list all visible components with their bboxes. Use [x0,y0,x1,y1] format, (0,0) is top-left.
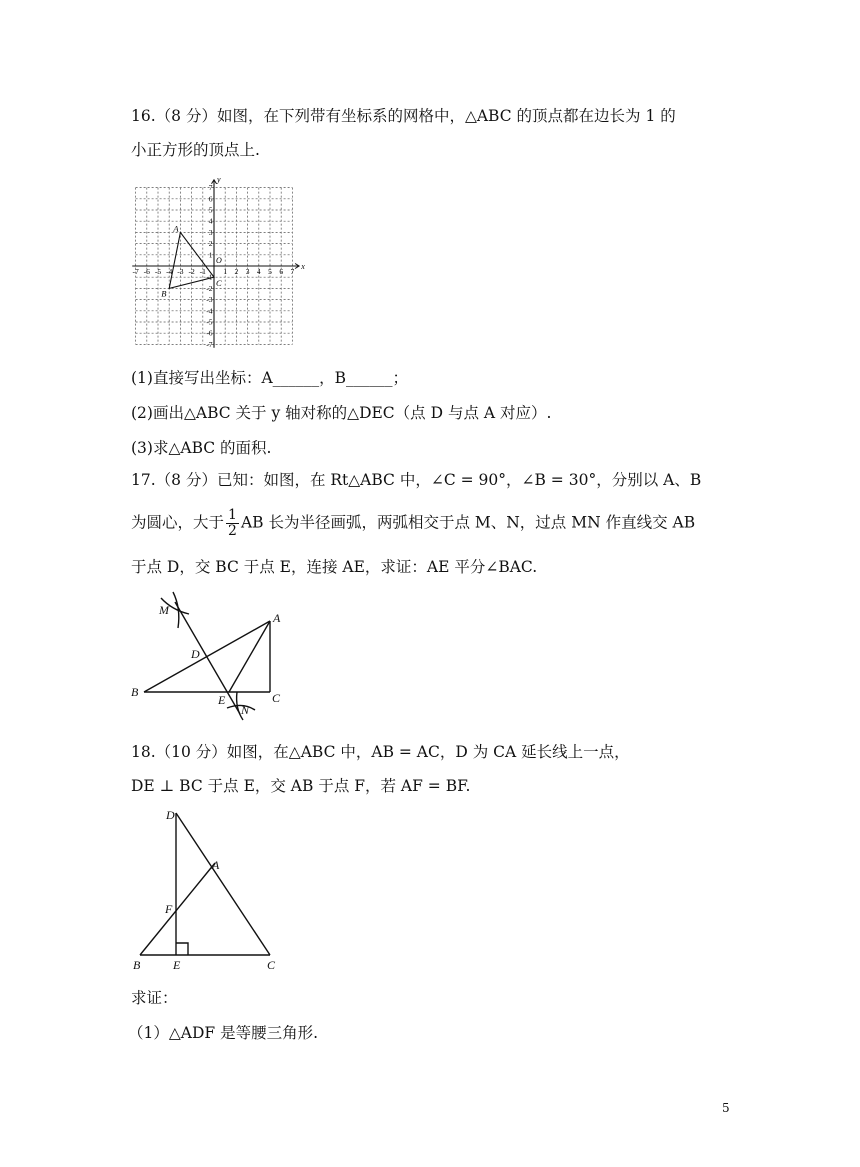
q17-line1: 17.（8 分）已知：如图，在 Rt△ABC 中，∠C = 90°，∠B = 30°，分别以 A、B [131,471,702,489]
x-tick-label: 2 [234,267,239,276]
label-m: M [159,603,169,617]
y-tick-label: -6 [206,328,213,338]
label-a: A [273,611,281,625]
q16-line1: 16.（8 分）如图，在下列带有坐标系的网格中，△ABC 的顶点都在边长为 1 的 [131,107,676,125]
x-tick-label: -5 [154,267,162,276]
q18-line2: DE ⊥ BC 于点 E，交 AB 于点 F，若 AF = BF. [131,777,471,795]
label-c: C [272,691,281,705]
y-tick-label: 2 [208,239,213,249]
y-tick-label: 3 [208,227,213,237]
x-tick-label: 5 [268,267,272,276]
fraction-one-half [226,508,239,539]
x-tick-label: -1 [199,267,206,276]
label-f: F [165,902,173,916]
x-tick-label: 4 [256,267,261,276]
segment-ae [229,621,270,692]
label-b: B [131,685,139,699]
q18-part1: （1）△ADF 是等腰三角形. [128,1024,319,1042]
label-d: D [191,647,200,661]
x-tick-label: 7 [290,267,295,276]
page-number: 5 [722,1101,730,1115]
y-tick-label: 5 [208,205,213,215]
y-tick-label: 4 [208,216,213,226]
label-a: A [212,858,220,872]
q17-line2-pre: 为圆心，大于 [131,513,225,532]
x-tick-label: -4 [166,267,173,276]
x-tick-label: 3 [245,267,250,276]
q17-line2 [131,508,695,539]
y-tick-label: 1 [208,250,213,260]
label-e: E [173,958,181,972]
x-tick-label: -3 [177,267,184,276]
q18-line1: 18.（10 分）如图，在△ABC 中，AB = AC，D 为 CA 延长线上一点， [131,743,630,761]
q17-figure [125,588,295,724]
x-tick-label: -7 [132,267,139,276]
x-tick-label: -2 [188,267,195,276]
x-axis-label: x [301,262,305,271]
x-tick-label: -6 [143,267,150,276]
y-axis-label: y [217,174,221,184]
vertex-label-c: C [216,278,222,289]
vertex-label-a: A [173,223,179,234]
q16-part1: (1)直接写出坐标：A______，B______； [131,369,409,387]
y-tick-label: 7 [208,183,213,193]
tick-labels [132,175,305,349]
q16-part2: (2)画出△ABC 关于 y 轴对称的△DEC（点 D 与点 A 对应）. [131,404,552,422]
y-tick-label: -3 [206,295,213,305]
y-tick-label: -2 [206,283,213,293]
origin-label: O [216,256,222,265]
segment-dc [176,813,270,955]
label-d: D [166,808,175,822]
q18-proof-label: 求证： [131,989,178,1007]
label-c: C [267,958,276,972]
q16-part3: (3)求△ABC 的面积. [131,439,272,457]
segment-ba [140,863,215,955]
y-tick-label: -5 [206,317,213,327]
q17-line2-post: AB 长为半径画弧，两弧相交于点 M、N，过点 MN 作直线交 AB [240,513,696,532]
line-mn [175,602,240,714]
q18-figure [128,805,288,975]
fraction-denominator: 2 [228,523,237,539]
vertex-label-b: B [161,288,167,299]
y-tick-label: 6 [208,194,213,204]
x-tick-label: 6 [279,267,284,276]
label-e: E [218,693,226,707]
label-b: B [133,958,141,972]
label-n: N [241,703,250,717]
q16-coordinate-grid-figure [128,168,320,354]
y-tick-label: -1 [206,272,213,282]
x-tick-label: 1 [223,267,228,276]
q16-line2: 小正方形的顶点上. [131,141,260,159]
y-tick-label: -4 [206,306,213,316]
y-tick-label: -7 [206,339,213,349]
q17-line3: 于点 D，交 BC 于点 E，连接 AE，求证：AE 平分∠BAC. [131,558,538,576]
fraction-numerator: 1 [228,507,237,523]
right-angle-mark [176,943,188,955]
